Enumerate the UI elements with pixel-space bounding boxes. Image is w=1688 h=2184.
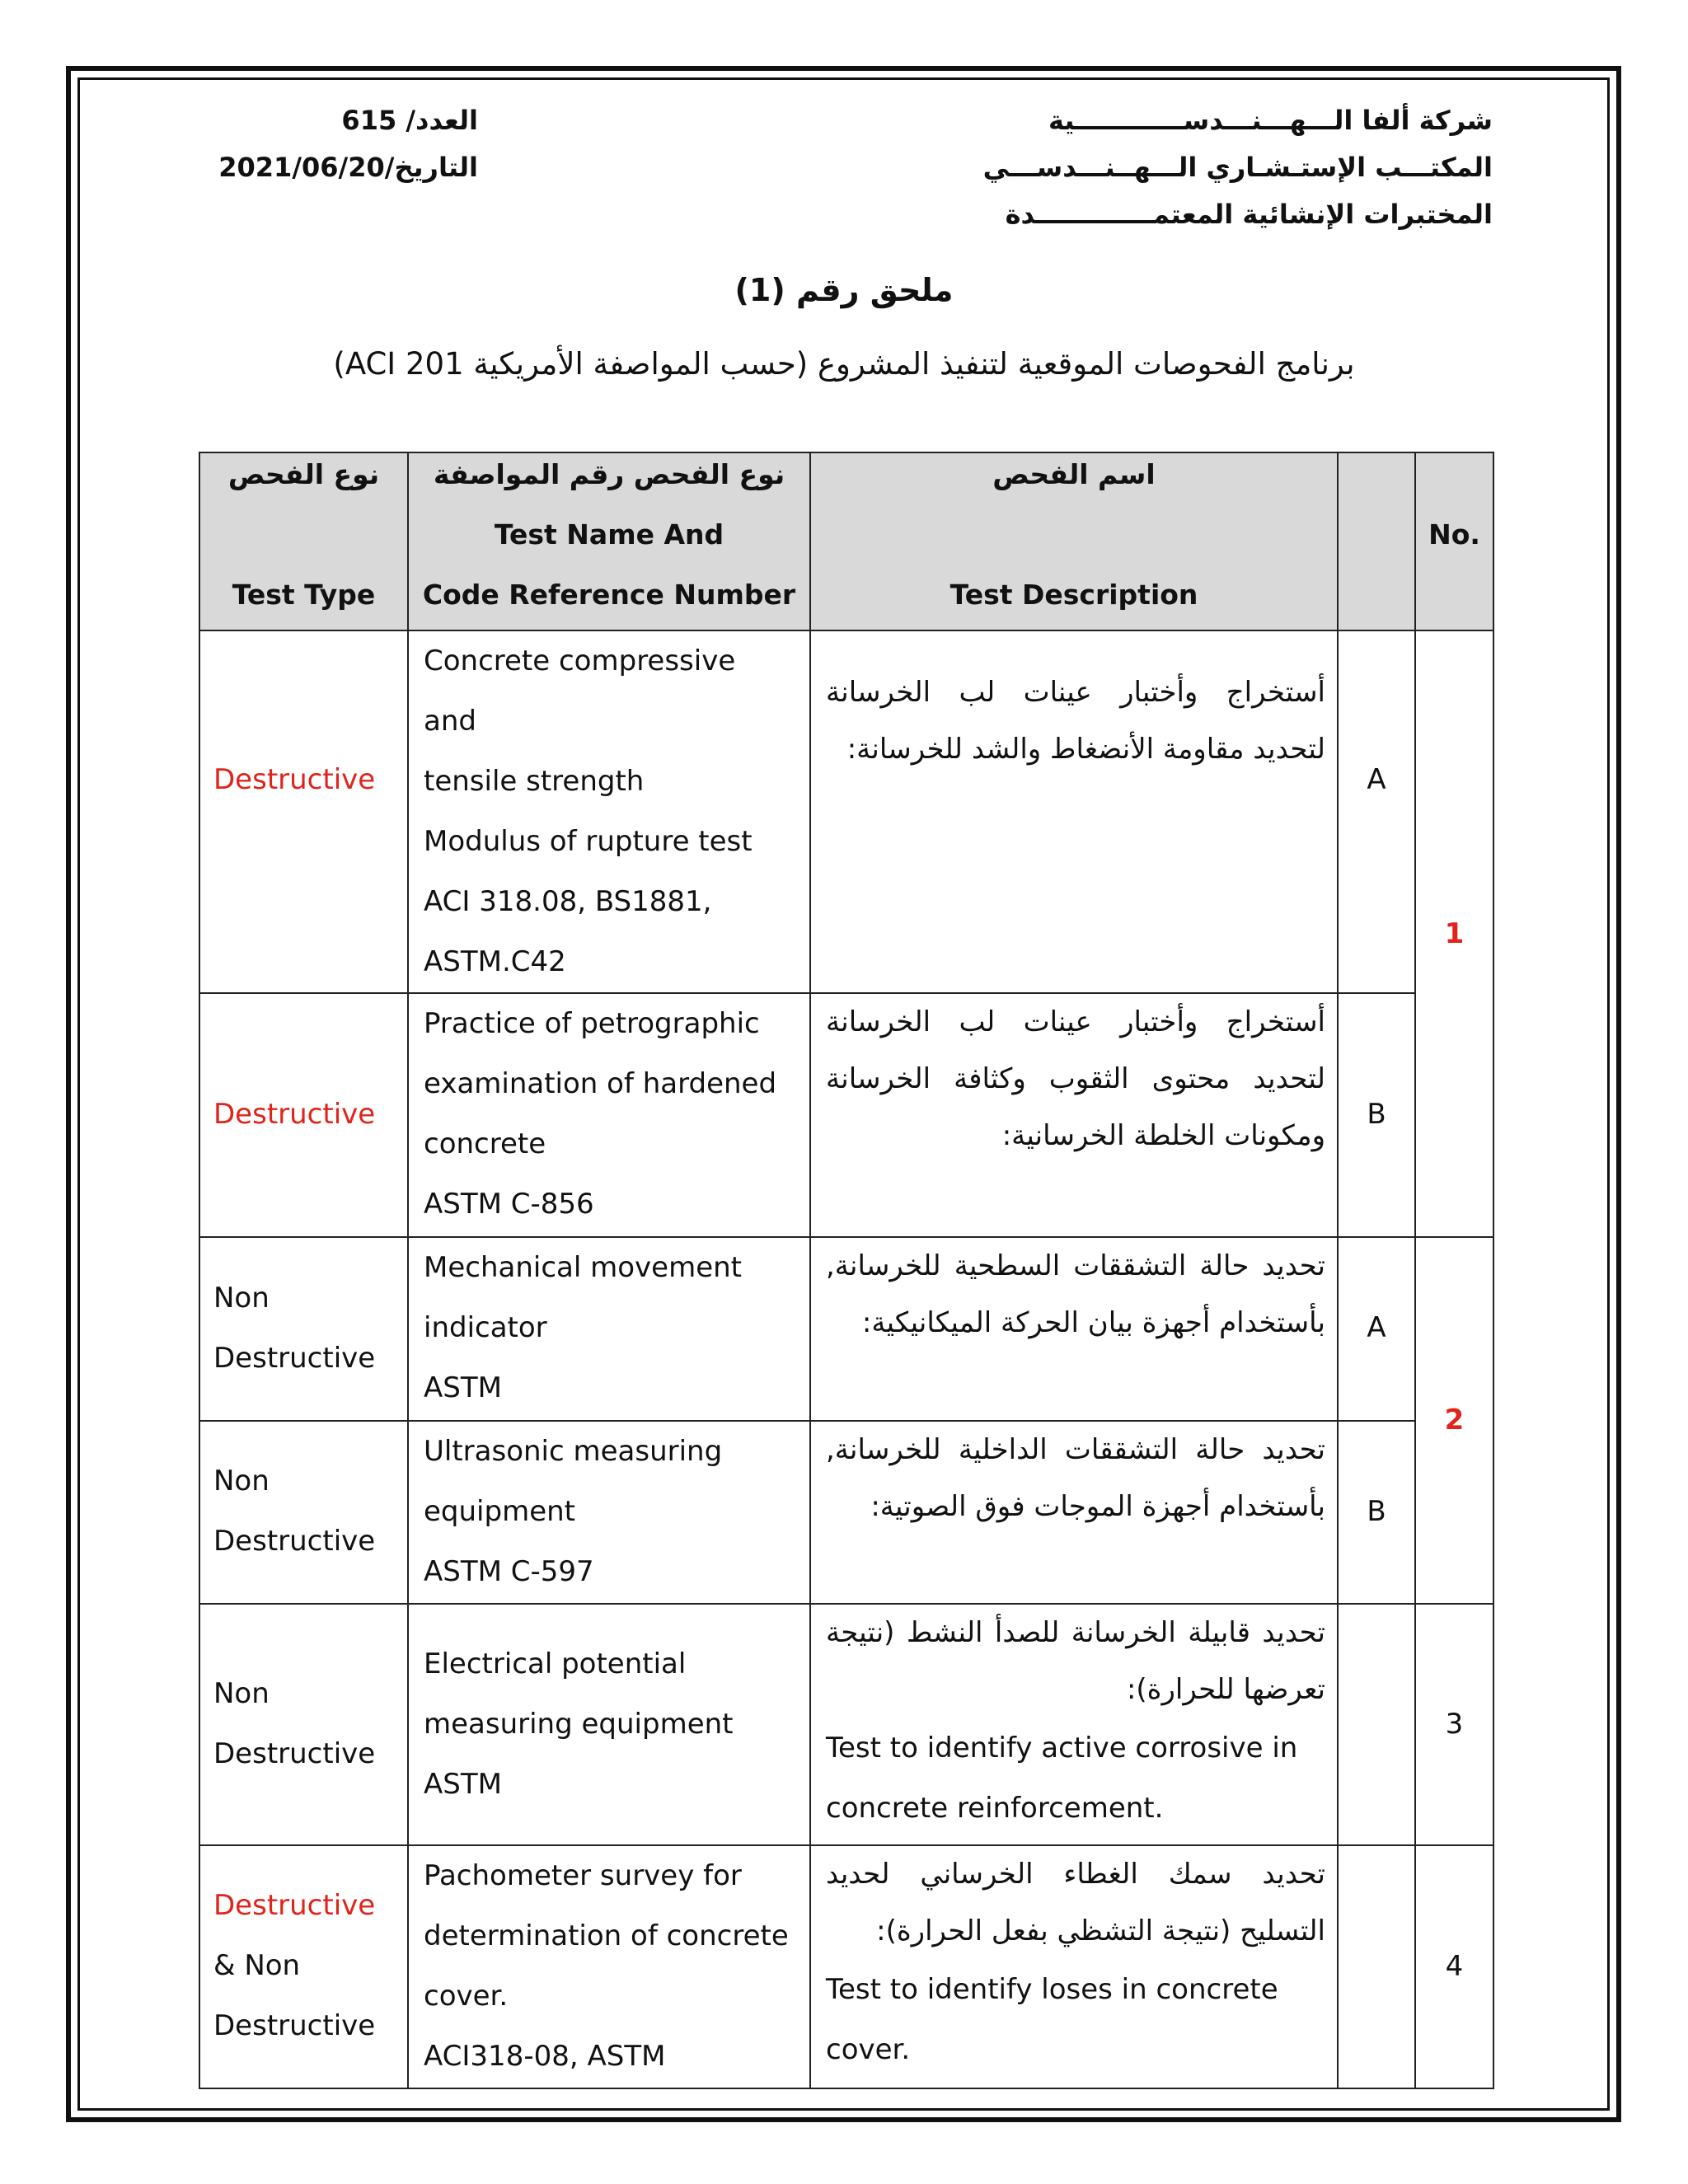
table-header-row <box>199 452 1493 630</box>
header-test-description <box>810 452 1338 630</box>
header-type-ar: نوع الفحص <box>227 458 380 490</box>
company-name: شركة ألفا الـــهـــنـــدســــــــــــية <box>1048 105 1493 136</box>
table-row <box>199 993 1493 1237</box>
test-name-line: Modulus of rupture test <box>424 825 753 858</box>
document-number: العدد/ 615 <box>341 105 478 136</box>
test-type-text: Non <box>213 1676 270 1710</box>
sub-label: B <box>1367 1097 1386 1131</box>
header-sub-blank <box>1338 452 1415 630</box>
cell-test-name <box>408 1421 810 1604</box>
test-type-text: Destructive <box>213 763 376 796</box>
company-header <box>983 97 1493 238</box>
test-type-text: Destructive <box>213 1097 376 1131</box>
cell-test-type <box>199 1845 408 2088</box>
item-number: 3 <box>1445 1708 1464 1741</box>
cell-sub-label <box>1338 1237 1415 1421</box>
header-no: No. <box>1428 518 1480 551</box>
cell-sub-label <box>1338 1421 1415 1604</box>
description-ar: تحديد سمك الغطاء الخرساني لحديد التسليح (نتيجة التشظي بفعل الحرارة): <box>826 1858 1325 1947</box>
header-test-type <box>199 452 408 630</box>
header-number <box>1415 452 1493 630</box>
cell-test-type <box>199 1604 408 1845</box>
test-name-line: cover. <box>424 1980 509 2013</box>
test-name-line: tensile strength <box>424 765 645 798</box>
description-ar: تحديد حالة التشققات الداخلية للخرسانة, بأستخدام أجهزة الموجات فوق الصوتية: <box>826 1433 1325 1523</box>
cell-test-description <box>810 1421 1338 1604</box>
cell-test-name <box>408 1237 810 1421</box>
document-date: التاريخ/2021/06/20 <box>218 152 478 183</box>
item-number: 2 <box>1444 1404 1465 1436</box>
cell-sub-label <box>1338 993 1415 1237</box>
test-name-line: ASTM C-597 <box>424 1555 594 1588</box>
test-name-line: concrete <box>424 1127 546 1160</box>
cell-test-name <box>408 630 810 993</box>
description-en: Test to identify loses in concrete cover. <box>826 1973 1278 2066</box>
test-type-text: Destructive <box>213 2009 376 2042</box>
cell-test-type <box>199 1421 408 1604</box>
cell-item-number <box>1415 1237 1493 1604</box>
cell-test-description <box>810 1845 1338 2088</box>
cell-test-name <box>408 1604 810 1845</box>
test-name-line: Pachometer survey for <box>424 1859 742 1892</box>
labs-name: المختبرات الإنشائية المعتمـــــــــــــدة <box>1005 199 1493 230</box>
cell-test-type <box>199 630 408 993</box>
cell-test-name <box>408 993 810 1237</box>
cell-test-type <box>199 993 408 1237</box>
test-name-line: ASTM.C42 <box>424 945 566 978</box>
test-name-line: determination of concrete <box>424 1919 789 1952</box>
reference-block <box>218 97 478 191</box>
test-type-text: & Non <box>213 1949 301 1982</box>
office-name: المكتـــب الإستـشـاري الـــهــنـــدســـي <box>982 152 1493 183</box>
cell-test-description <box>810 630 1338 993</box>
page-title: ملحق رقم (1) <box>734 272 954 308</box>
table-row <box>199 1237 1493 1421</box>
table-row <box>199 1604 1493 1845</box>
cell-test-description <box>810 1604 1338 1845</box>
cell-test-description <box>810 993 1338 1237</box>
test-name-line: Practice of petrographic <box>424 1007 760 1040</box>
test-name-line: Electrical potential <box>424 1647 687 1680</box>
test-type-text: Destructive <box>213 1341 376 1375</box>
header-name-ar: نوع الفحص رقم المواصفة <box>433 458 785 490</box>
header-test-name <box>408 452 810 630</box>
table-row <box>199 1421 1493 1604</box>
test-type-text: Non <box>213 1465 270 1497</box>
cell-sub-label <box>1338 1845 1415 2088</box>
test-type-text: Destructive <box>213 1736 376 1770</box>
sub-label: B <box>1367 1494 1386 1528</box>
cell-test-description <box>810 1237 1338 1421</box>
description-en: Test to identify active corrosive in concrete reinforcement. <box>826 1732 1298 1825</box>
description-ar: تحديد حالة التشققات السطحية للخرسانة, بأستخدام أجهزة بيان الحركة الميكانيكية: <box>826 1249 1325 1339</box>
description-ar: أستخراج وأختبار عينات لب الخرسانة لتحديد مقاومة الأنضغاط والشد للخرسانة: <box>826 676 1325 766</box>
cell-item-number <box>1415 1845 1493 2088</box>
sub-label: A <box>1367 1311 1386 1344</box>
header-desc-en: Test Description <box>950 579 1198 611</box>
header-desc-ar: اسم الفحص <box>992 458 1156 490</box>
test-name-line: Concrete compressive and <box>424 644 736 738</box>
test-name-line: ACI318-08, ASTM <box>424 2040 666 2073</box>
header-name-en2: Code Reference Number <box>422 579 796 611</box>
test-type-text: Non <box>213 1281 270 1315</box>
test-name-line: Mechanical movement <box>424 1251 742 1284</box>
page-subtitle: برنامج الفحوصات الموقعية لتنفيذ المشروع (حسب المواصفة الأمريكية ACI 201) <box>333 346 1355 382</box>
test-name-line: ASTM C-856 <box>424 1188 594 1221</box>
cell-sub-label <box>1338 1604 1415 1845</box>
cell-test-type <box>199 1237 408 1421</box>
cell-item-number <box>1415 630 1493 1237</box>
test-name-line: ASTM <box>424 1768 502 1801</box>
cell-item-number <box>1415 1604 1493 1845</box>
header-type-en: Test Type <box>232 579 376 611</box>
header-name-en1: Test Name And <box>494 518 724 551</box>
table-row <box>199 1845 1493 2088</box>
cell-test-name <box>408 1845 810 2088</box>
test-name-line: Ultrasonic measuring <box>424 1435 723 1468</box>
test-name-line: examination of hardened <box>424 1067 777 1100</box>
tests-table <box>199 452 1494 2089</box>
test-type-text: Destructive <box>213 1889 376 1922</box>
test-name-line: equipment <box>424 1495 575 1528</box>
description-ar: تحديد قابيلة الخرسانة للصدأ النشط (نتيجة تعرضها للحرارة): <box>826 1616 1325 1706</box>
test-type-text: Destructive <box>213 1525 376 1558</box>
test-name-line: measuring equipment <box>424 1708 734 1741</box>
test-name-line: ACI 318.08, BS1881, <box>424 885 712 918</box>
sub-label: A <box>1367 763 1386 796</box>
item-number: 1 <box>1444 916 1465 950</box>
test-name-line: indicator <box>424 1311 547 1344</box>
test-name-line: ASTM <box>424 1371 502 1404</box>
table-row <box>199 630 1493 993</box>
description-ar: أستخراج وأختبار عينات لب الخرسانة لتحديد محتوى الثقوب وكثافة الخرسانة ومكونات الخلطة الخرسانية: <box>826 1005 1325 1152</box>
item-number: 4 <box>1445 1950 1464 1983</box>
cell-sub-label <box>1338 630 1415 993</box>
